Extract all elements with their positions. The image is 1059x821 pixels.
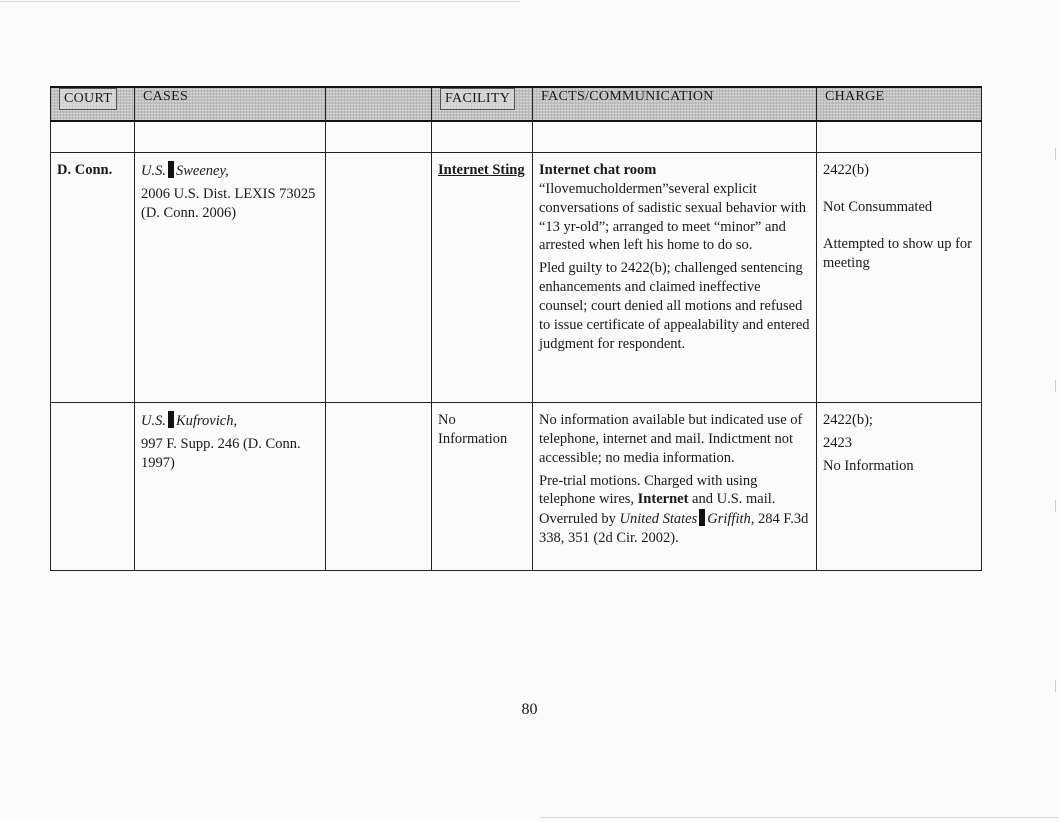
charge-statute: 2423 — [823, 434, 852, 451]
charge-statute: 2422(b); — [823, 412, 873, 428]
column-header-facts: FACTS/COMMUNICATION — [533, 87, 817, 121]
court-cell — [51, 403, 135, 571]
case-name: U.S. Sweeney, — [141, 163, 229, 179]
scan-top-edge — [0, 1, 520, 2]
scan-margin-mark — [1055, 148, 1056, 160]
charge-cell — [817, 153, 982, 403]
column-header-facility: FACILITY — [432, 87, 533, 121]
scan-margin-mark — [1055, 500, 1056, 512]
redaction-bar — [699, 509, 705, 526]
case-name: U.S. Kufrovich, — [141, 413, 238, 429]
facts-paragraph: “Ilovemucholdermen”several explicit conversations of sadistic sexual behavior with “13 yr-old”; arranged to meet “minor” and arrested when left his home to do so. — [539, 180, 806, 254]
blank-cell — [326, 403, 432, 571]
facts-paragraph: Pled guilty to 2422(b); challenged sentencing enhancements and claimed ineffective counsel; court denied all motions and refused to issue certificate of appealability and entered judgment for respondent. — [539, 260, 810, 352]
table-header-row — [51, 87, 982, 121]
facts-cell — [533, 153, 817, 403]
charge-statute: 2422(b) — [823, 162, 869, 178]
case-citation: 2006 U.S. Dist. LEXIS 73025 (D. Conn. 2006) — [141, 185, 316, 221]
scan-margin-mark — [1055, 380, 1056, 392]
column-header-charge: CHARGE — [817, 87, 982, 121]
facts-cell — [533, 403, 817, 571]
table-spacer-row — [51, 121, 982, 153]
facts-paragraph: No information available but indicated use of telephone, internet and mail. Indictment not accessible; no media information. — [539, 412, 803, 466]
column-header-cases: CASES — [135, 87, 326, 121]
court-cell: D. Conn. — [51, 153, 135, 403]
scan-margin-mark — [1055, 680, 1056, 692]
blank-cell — [326, 153, 432, 403]
case-cell — [135, 153, 326, 403]
case-citation: 997 F. Supp. 246 (D. Conn. 1997) — [141, 435, 301, 471]
case-cell — [135, 403, 326, 571]
charge-cell — [817, 403, 982, 571]
facility-cell: Internet Sting — [432, 153, 533, 403]
table-row — [51, 153, 982, 403]
page-number: 80 — [521, 701, 538, 718]
facts-heading: Internet chat room — [539, 162, 657, 178]
facility-cell: No Information — [432, 403, 533, 571]
charge-note: Attempted to show up for meeting — [823, 235, 973, 271]
cases-table — [50, 86, 982, 571]
table-row — [51, 403, 982, 571]
column-header-blank — [326, 87, 432, 121]
charge-status: Not Consummated — [823, 198, 933, 215]
charge-note: No Information — [823, 457, 914, 474]
facts-paragraph: Pre-trial motions. Charged with using telephone wires, Internet and U.S. mail. Overruled by United States Griffith, 284 F.3d 338, 351 (2d Cir. 2002). — [539, 472, 809, 547]
redaction-bar — [168, 411, 174, 428]
redaction-bar — [168, 161, 174, 178]
column-header-court: COURT — [51, 87, 135, 121]
scan-bottom-edge — [540, 817, 1059, 818]
